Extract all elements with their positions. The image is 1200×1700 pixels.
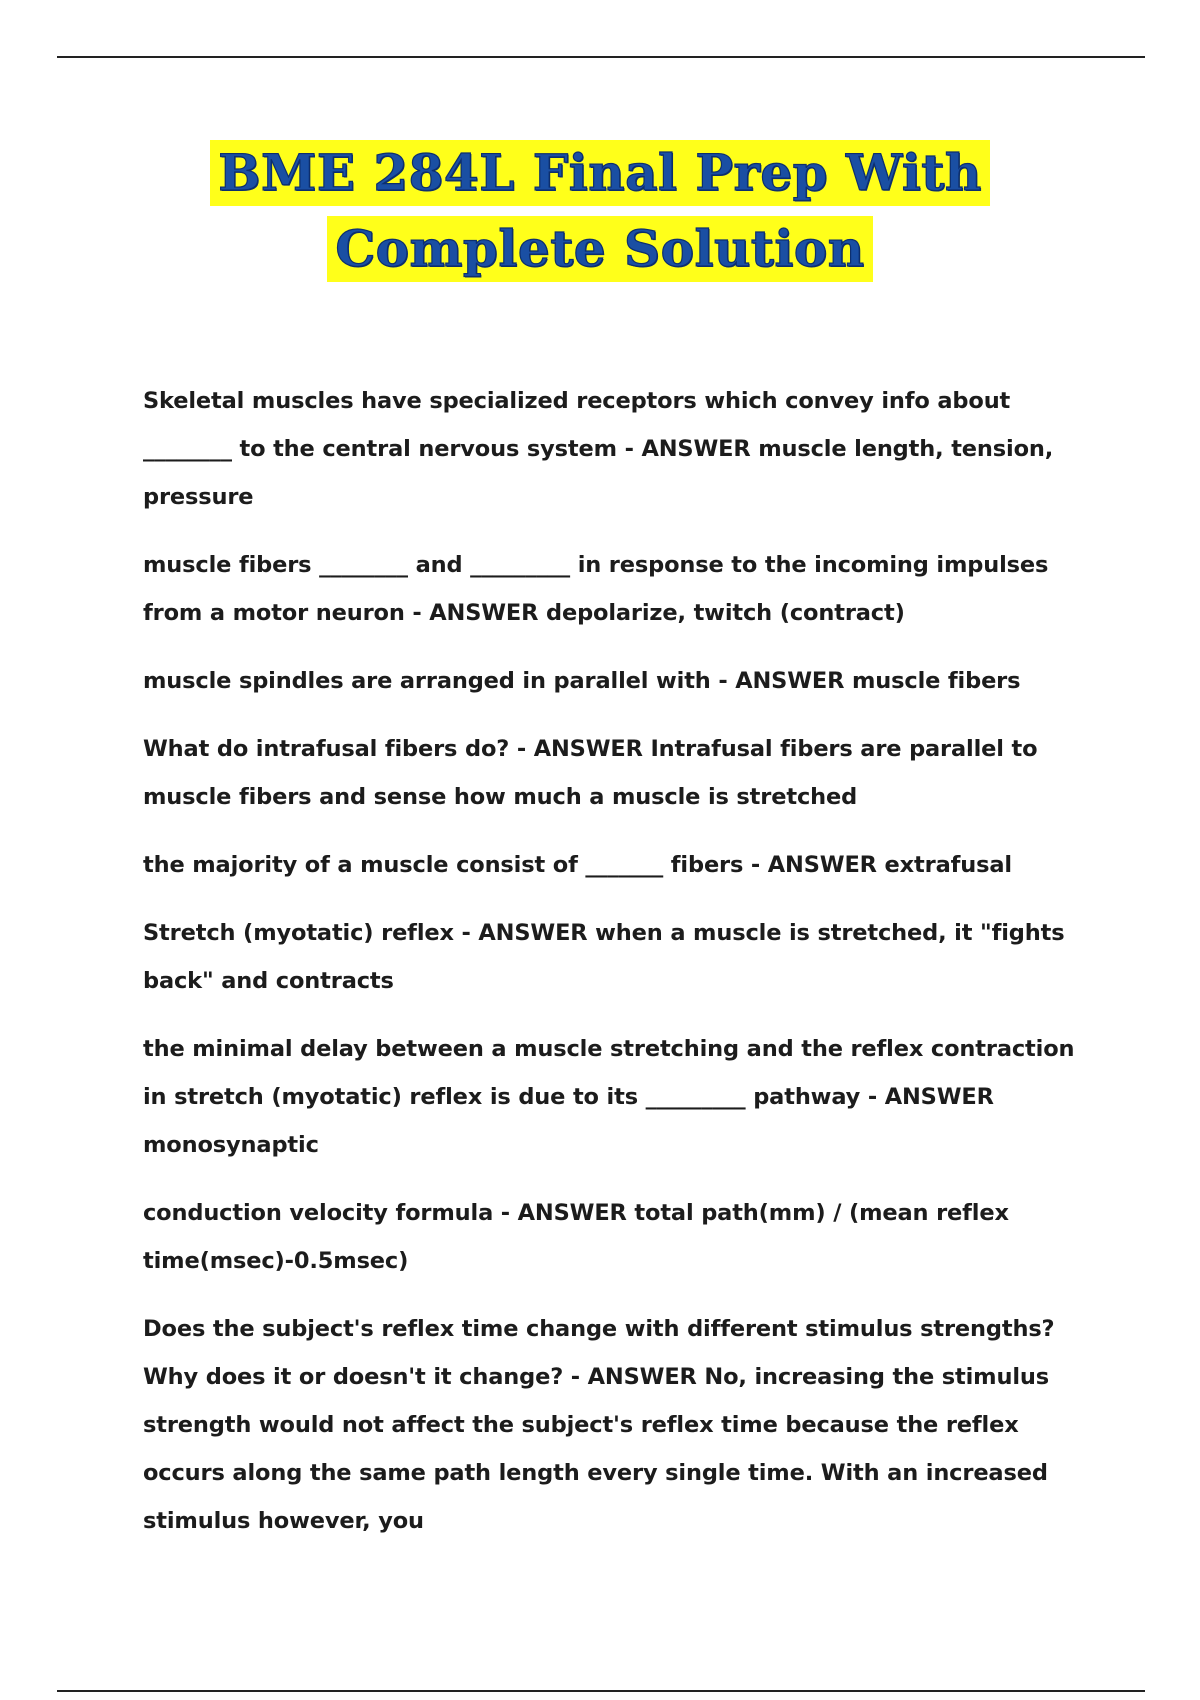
title-line-1: BME 284L Final Prep With <box>210 140 990 206</box>
top-rule <box>57 56 1145 58</box>
qa-list <box>143 377 1088 1565</box>
qa-item: Stretch (myotatic) reflex - ANSWER when a muscle is stretched, it "fights back" and contracts <box>143 920 1065 994</box>
bottom-rule <box>57 1690 1145 1692</box>
qa-item: What do intrafusal fibers do? - ANSWER Intrafusal fibers are parallel to muscle fibers and sense how much a muscle is stretched <box>143 736 1038 810</box>
title-line-2: Complete Solution <box>327 216 872 282</box>
qa-item: Skeletal muscles have specialized receptors which convey info about ________ to the central nervous system - ANSWER muscle length, tension, pressure <box>143 388 1054 510</box>
qa-item: muscle spindles are arranged in parallel with - ANSWER muscle fibers <box>143 668 1021 694</box>
qa-item: the minimal delay between a muscle stretching and the reflex contraction in stretch (myotatic) reflex is due to its _________ pathway - ANSWER monosynaptic <box>143 1036 1075 1158</box>
qa-item: conduction velocity formula - ANSWER total path(mm) / (mean reflex time(msec)-0.5msec) <box>143 1200 1009 1274</box>
document-title <box>0 140 1200 282</box>
qa-item: the majority of a muscle consist of _______ fibers - ANSWER extrafusal <box>143 852 1012 878</box>
qa-item: Does the subject's reflex time change with different stimulus strengths? Why does it or doesn't it change? - ANSWER No, increasing the stimulus strength would not affect the subject's reflex time because the reflex occurs along the same path length every single time. With an increased stimulus however, you <box>143 1316 1055 1534</box>
qa-item: muscle fibers ________ and _________ in response to the incoming impulses from a motor neuron - ANSWER depolarize, twitch (contract) <box>143 552 1049 626</box>
